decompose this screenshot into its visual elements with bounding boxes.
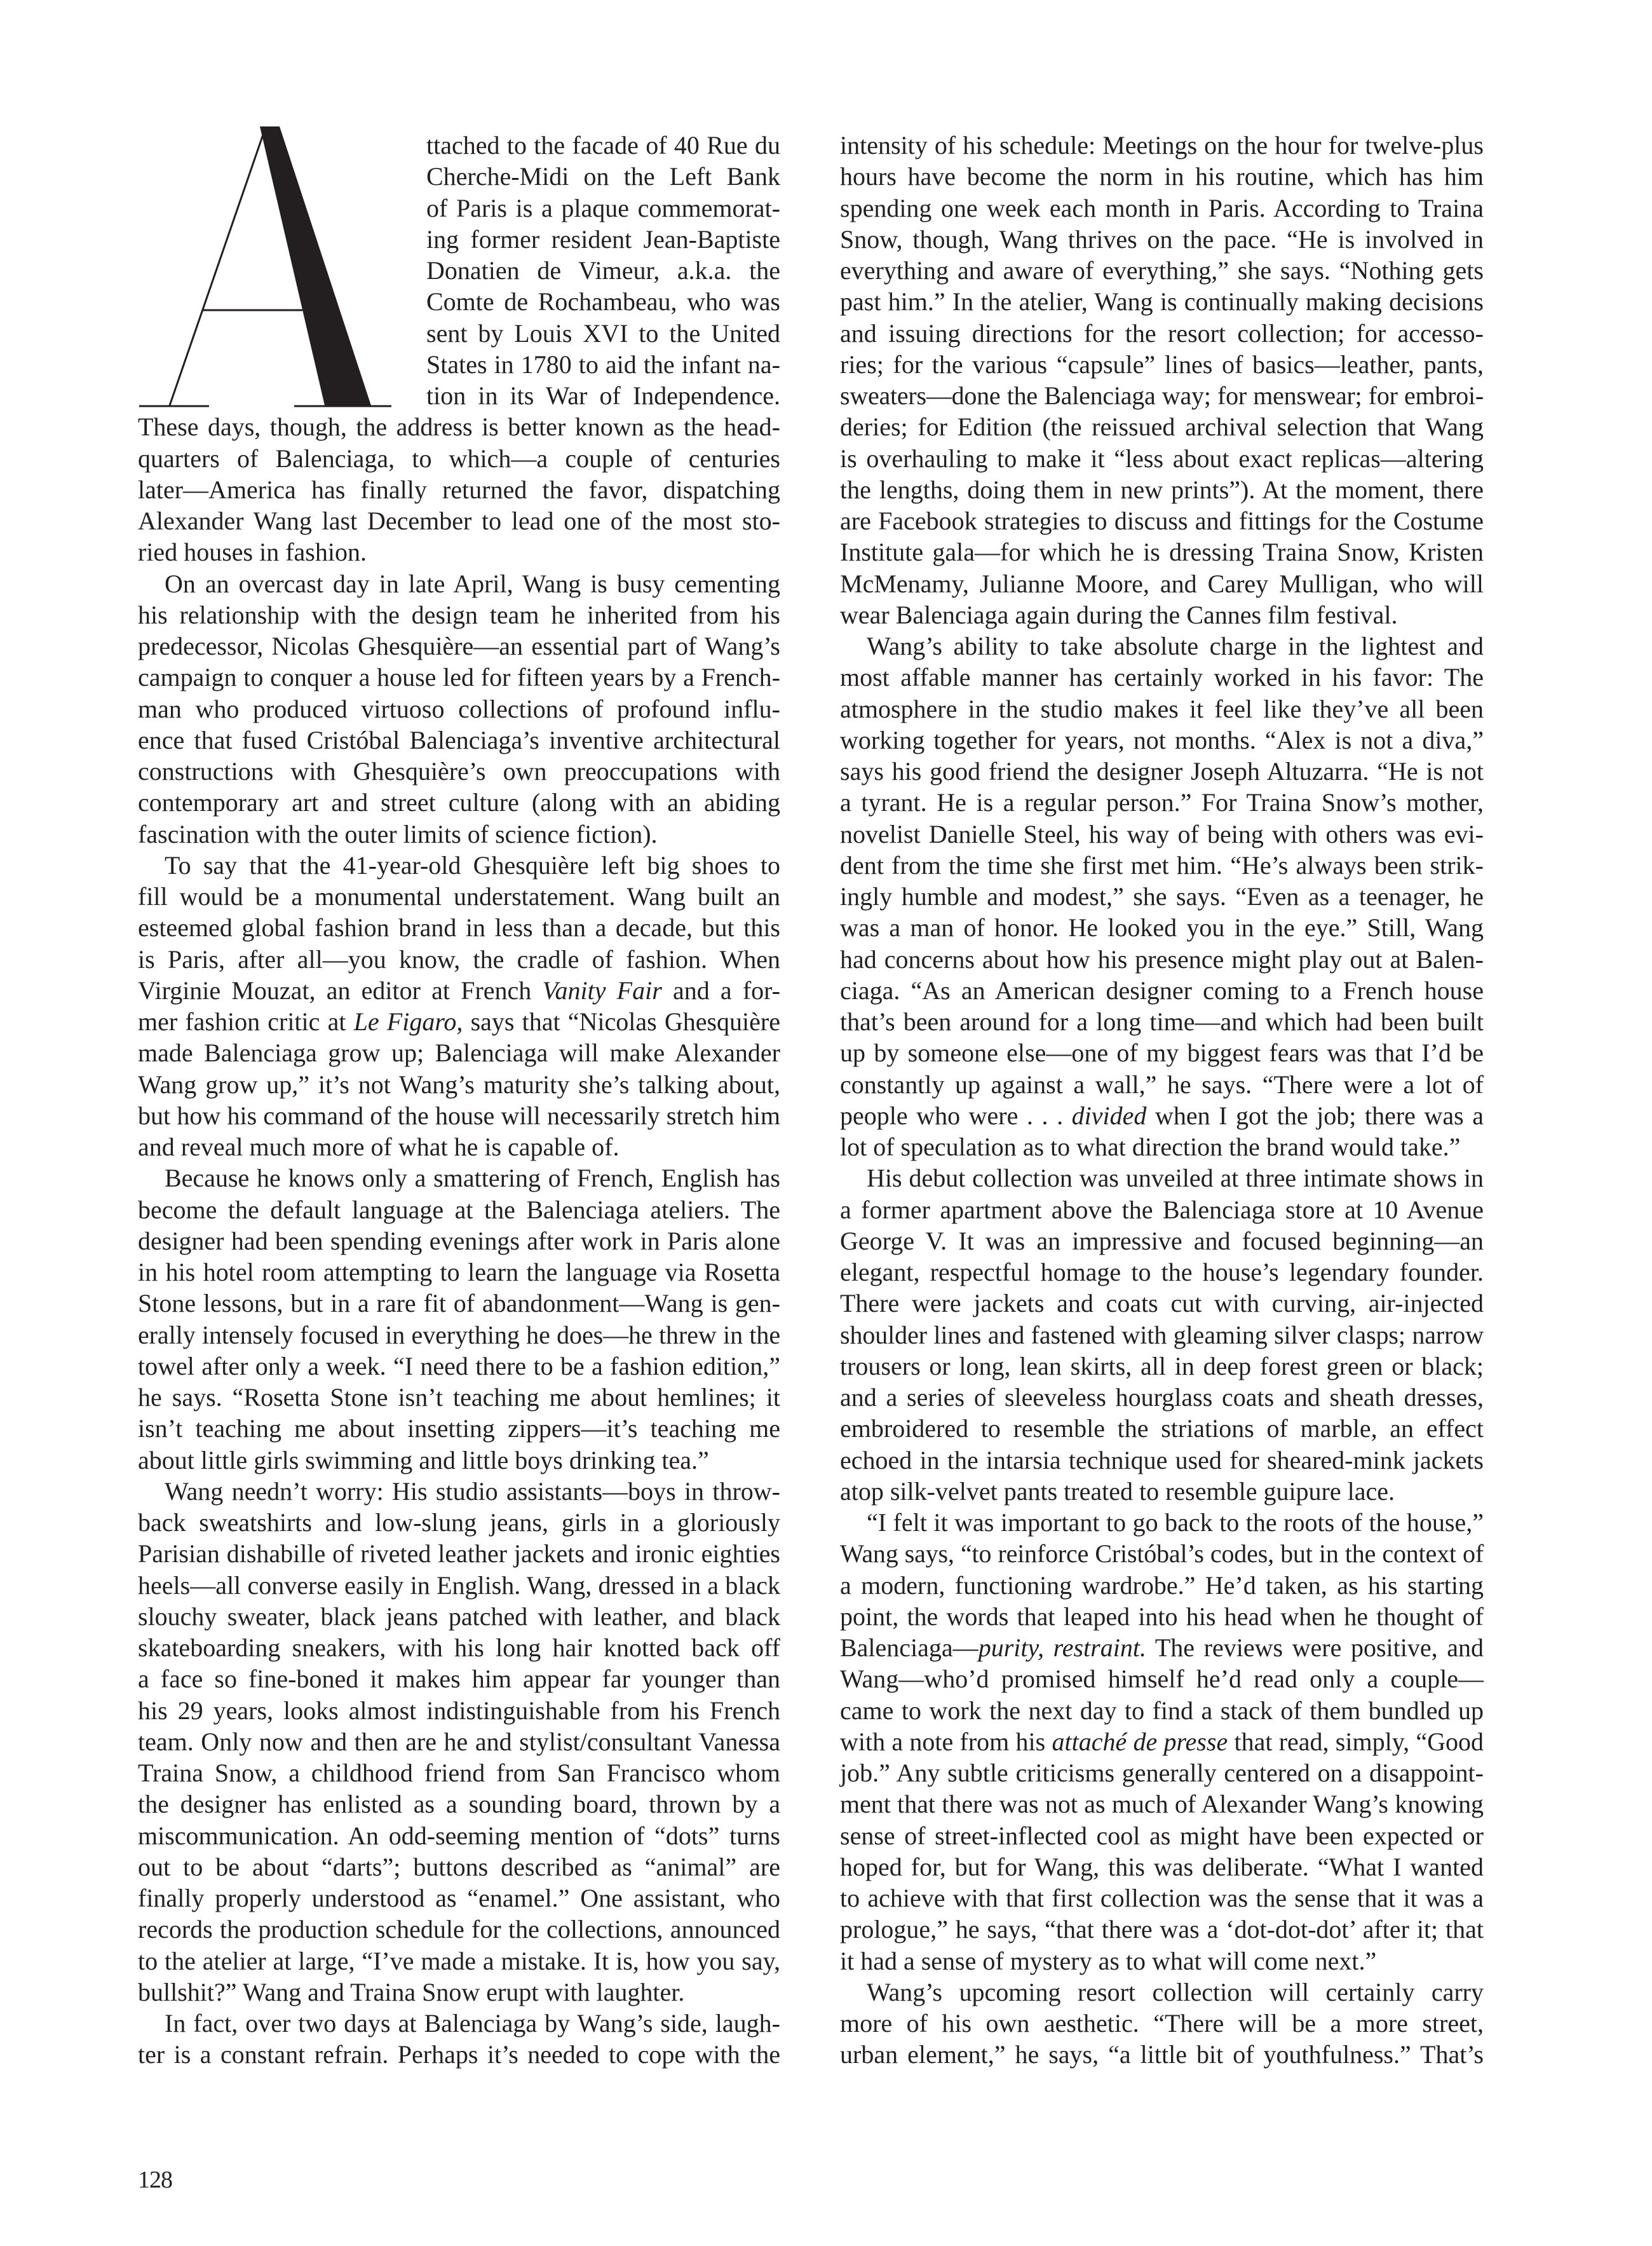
text-line: atmosphere in the studio makes it feel like they’ve all been [840, 694, 1484, 723]
text-line: prologue,” he says, “that there was a ‘dot-dot-dot’ after it; that [840, 1915, 1484, 1944]
text-line: later—America has finally returned the favor, dispatching [138, 475, 780, 504]
text-line: His debut collection was unveiled at three intimate shows in [867, 1164, 1484, 1193]
text-line: job.” Any subtle criticisms generally centered on a disappoint- [840, 1759, 1484, 1787]
text-line: isn’t teaching me about insetting zippers—it’s teaching me [138, 1414, 780, 1443]
article-paragraph [840, 1507, 1484, 1977]
text-line: On an overcast day in late April, Wang is busy cementing [165, 569, 780, 598]
text-line: that’s been around for a long time—and which had been built [840, 1007, 1484, 1036]
text-line: intensity of his schedule: Meetings on the hour for twelve-plus [840, 131, 1484, 160]
article-paragraph [138, 130, 780, 568]
text-line: are Facebook strategies to discuss and fittings for the Costume [840, 507, 1484, 535]
text-line: about little girls swimming and little boys drinking tea.” [138, 1445, 709, 1474]
text-segment: Balenciaga— [840, 1633, 978, 1662]
text-line: Cherche-Midi on the Left Bank [426, 162, 780, 191]
text-line: Institute gala—for which he is dressing Traina Snow, Kristen [840, 538, 1484, 567]
text-line: a tyrant. He is a regular person.” For Traina Snow’s mother, [840, 788, 1484, 817]
text-line: working together for years, not months. “Alex is not a diva,” [840, 725, 1484, 754]
text-line: bullshit?” Wang and Traina Snow erupt with laughter. [138, 1977, 685, 2006]
text-line: back sweatshirts and low-slung jeans, girls in a gloriously [138, 1508, 780, 1537]
text-line: a modern, functioning wardrobe.” He’d taken, as his starting [840, 1570, 1484, 1600]
text-line: made Balenciaga grow up; Balenciaga will make Alexander [138, 1038, 780, 1068]
text-line: trousers or long, lean skirts, all in deep forest green or black; [840, 1351, 1484, 1380]
italic-text: divided [1071, 1101, 1147, 1130]
text-line: but how his command of the house will necessarily stretch him [138, 1101, 780, 1130]
text-segment: that read, simply, “Good [1228, 1727, 1484, 1756]
text-line: States in 1780 to aid the infant na- [426, 350, 780, 379]
article-column-left [138, 130, 780, 2071]
text-line: heels—all converse easily in English. Wang, dressed in a black [138, 1570, 780, 1600]
text-line: dent from the time she first met him. “He’s always been strik- [840, 850, 1484, 880]
article-paragraph [138, 1476, 780, 2008]
text-line: novelist Danielle Steel, his way of being with others was evi- [840, 819, 1484, 848]
article-paragraph [840, 1977, 1484, 2071]
article-paragraph [840, 1162, 1484, 1507]
article-column-right [840, 130, 1484, 2071]
text-line: man who produced virtuoso collections of profound influ- [138, 694, 780, 723]
text-line: past him.” In the atelier, Wang is continually making decisions [840, 287, 1484, 316]
text-line: the lengths, doing them in new prints”). At the moment, there [840, 475, 1484, 504]
text-line: Parisian dishabille of riveted leather jackets and ironic eighties [138, 1539, 780, 1569]
text-line: constructions with Ghesquière’s own preoccupations with [138, 757, 780, 786]
text-line: urban element,” he says, “a little bit of youthfulness.” That’s [840, 2040, 1484, 2069]
text-line: Wang needn’t worry: His studio assistants—boys in throw- [165, 1476, 780, 1506]
article-paragraph [840, 630, 1484, 1162]
text-line: ment that there was not as much of Alexander Wang’s knowing [840, 1790, 1484, 1819]
text-line: and a series of sleeveless hourglass coats and sheath dresses, [840, 1383, 1484, 1412]
text-line: There were jackets and coats cut with curving, air-injected [840, 1289, 1484, 1318]
text-line: towel after only a week. “I need there to be a fashion edition,” [138, 1351, 780, 1380]
italic-text: purity, restraint. [978, 1633, 1146, 1662]
text-line: fill would be a monumental understatement. Wang built an [138, 882, 780, 911]
article-paragraph [138, 850, 780, 1163]
text-line: campaign to conquer a house led for fifteen years by a French- [138, 663, 780, 692]
text-line: came to work the next day to find a stack of them bundled up [840, 1696, 1484, 1725]
text-line: it had a sense of mystery as to what will come next.” [840, 1946, 1377, 1975]
text-line [138, 975, 780, 1006]
text-line: Wang—who’d promised himself he’d read only a couple— [840, 1664, 1484, 1694]
text-line: ries; for the various “capsule” lines of basics—leather, pants, [840, 350, 1484, 379]
text-line: ried houses in fashion. [138, 538, 367, 567]
text-line: and reveal much more of what he is capable of. [138, 1133, 620, 1161]
article-paragraph [138, 2008, 780, 2071]
text-line: sweaters—done the Balenciaga way; for menswear; for embroi- [840, 381, 1484, 410]
text-line: embroidered to resemble the striations of marble, an effect [840, 1414, 1484, 1443]
text-line: hoped for, but for Wang, this was deliberate. “What I wanted [840, 1852, 1484, 1881]
page-number: 128 [138, 2167, 172, 2193]
text-line: Wang grow up,” it’s not Wang’s maturity she’s talking about, [138, 1070, 780, 1099]
text-line: in his hotel room attempting to learn the language via Rosetta [138, 1258, 780, 1286]
text-line: is Paris, after all—you know, the cradle of fashion. When [138, 944, 780, 974]
text-line: his 29 years, looks almost indistinguishable from his French [138, 1696, 780, 1725]
text-line: he says. “Rosetta Stone isn’t teaching me about hemlines; it [138, 1383, 780, 1412]
text-line: lot of speculation as to what direction the brand would take.” [840, 1133, 1461, 1161]
text-line: Wang says, “to reinforce Cristóbal’s codes, but in the context of [840, 1539, 1484, 1569]
text-line: the designer has enlisted as a sounding board, thrown by a [138, 1790, 780, 1819]
text-line [138, 1006, 780, 1037]
italic-text: Le Figaro, [353, 1007, 463, 1036]
text-line: elegant, respectful homage to the house’s legendary founder. [840, 1258, 1484, 1286]
text-line: contemporary art and street culture (along with an abiding [138, 788, 780, 817]
text-line: erally intensely focused in everything he does—he threw in the [138, 1320, 780, 1349]
text-line: ing former resident Jean-Baptiste [426, 224, 780, 254]
text-line: says his good friend the designer Joseph Altuzarra. “He is not [840, 757, 1484, 786]
text-line: to achieve with that first collection was the sense that it was a [840, 1884, 1484, 1912]
text-line: constantly up against a wall,” he says. “There were a lot of [840, 1070, 1484, 1099]
text-line: up by someone else—one of my biggest fears was that I’d be [840, 1038, 1484, 1068]
text-line: Comte de Rochambeau, who was [426, 287, 780, 316]
text-line: to the atelier at large, “I’ve made a mistake. It is, how you say, [138, 1946, 780, 1975]
text-line [840, 1726, 1484, 1757]
text-line: ttached to the facade of 40 Rue du [426, 131, 780, 160]
text-line: a face so fine-boned it makes him appear far younger than [138, 1664, 780, 1694]
text-line: deries; for Edition (the reissued archival selection that Wang [840, 412, 1484, 442]
text-line: out to be about “darts”; buttons described as “animal” are [138, 1852, 780, 1881]
text-line: Because he knows only a smattering of French, English has [165, 1164, 780, 1193]
text-line: is overhauling to make it “less about exact replicas—altering [840, 444, 1484, 473]
text-segment: people who were . . . [840, 1101, 1072, 1130]
text-line: fascination with the outer limits of science fiction). [138, 819, 658, 848]
text-line: team. Only now and then are he and stylist/consultant Vanessa [138, 1727, 780, 1756]
text-line: tion in its War of Independence. [426, 381, 780, 410]
text-line: McMenamy, Julianne Moore, and Carey Mulligan, who will [840, 569, 1484, 598]
text-line: hours have become the norm in his routine, which has him [840, 162, 1484, 191]
text-line: ence that fused Cristóbal Balenciaga’s inventive architectural [138, 725, 780, 754]
text-line: a former apartment above the Balenciaga store at 10 Avenue [840, 1195, 1484, 1224]
text-segment: with a note from his [840, 1727, 1052, 1756]
text-line: Snow, though, Wang thrives on the pace. “He is involved in [840, 224, 1484, 254]
text-line: his relationship with the design team he inherited from his [138, 600, 780, 629]
text-line: esteemed global fashion brand in less than a decade, but this [138, 913, 780, 943]
text-line: To say that the 41-year-old Ghesquière left big shoes to [165, 850, 780, 880]
text-line: more of his own aesthetic. “There will be a more street, [840, 2009, 1484, 2038]
text-line: In fact, over two days at Balenciaga by Wang’s side, laugh- [165, 2009, 780, 2038]
text-line: everything and aware of everything,” she says. “Nothing gets [840, 256, 1484, 285]
text-line: echoed in the intarsia technique used for sheared-mink jackets [840, 1445, 1484, 1474]
italic-text: Vanity Fair [542, 976, 662, 1005]
text-line: atop silk-velvet pants treated to resemble guipure lace. [840, 1476, 1395, 1506]
text-line [840, 1100, 1484, 1131]
text-line: George V. It was an impressive and focused beginning—an [840, 1226, 1484, 1255]
text-segment: Virginie Mouzat, an editor at French [138, 976, 543, 1005]
text-segment: mer fashion critic at [138, 1007, 354, 1036]
text-line: These days, though, the address is better known as the head- [138, 412, 780, 442]
text-line: designer had been spending evenings after work in Paris alone [138, 1226, 780, 1255]
text-line: point, the words that leaped into his head when he thought of [840, 1602, 1484, 1631]
article-paragraph [138, 1162, 780, 1476]
text-line: slouchy sweater, black jeans patched with leather, and black [138, 1602, 780, 1631]
text-line: ter is a constant refrain. Perhaps it’s needed to cope with the [138, 2040, 780, 2069]
text-line: Alexander Wang last December to lead one of the most sto- [138, 507, 780, 535]
text-line: Stone lessons, but in a rare fit of abandonment—Wang is gen- [138, 1289, 780, 1318]
text-line: predecessor, Nicolas Ghesquière—an essential part of Wang’s [138, 632, 780, 660]
text-segment: The reviews were positive, and [1146, 1633, 1484, 1662]
text-line [840, 1632, 1484, 1663]
text-segment: and a for- [661, 976, 780, 1005]
text-line: sense of street-inflected cool as might have been expected or [840, 1821, 1484, 1850]
text-line: Traina Snow, a childhood friend from San Francisco whom [138, 1759, 780, 1787]
text-line: miscommunication. An odd-seeming mention of “dots” turns [138, 1821, 780, 1850]
text-line: finally properly understood as “enamel.” One assistant, who [138, 1884, 780, 1912]
text-line: shoulder lines and fastened with gleaming silver clasps; narrow [840, 1320, 1484, 1349]
text-line: “I felt it was important to go back to the roots of the house,” [867, 1508, 1484, 1537]
text-line: Wang’s ability to take absolute charge in the lightest and [867, 632, 1484, 660]
text-line: ingly humble and modest,” she says. “Even as a teenager, he [840, 882, 1484, 911]
text-line: ciaga. “As an American designer coming to a French house [840, 976, 1484, 1005]
text-line: had concerns about how his presence might play out at Balen- [840, 944, 1484, 974]
text-line: become the default language at the Balenciaga ateliers. The [138, 1195, 780, 1224]
italic-text: attaché de presse [1052, 1727, 1228, 1756]
text-line: Donatien de Vimeur, a.k.a. the [426, 256, 780, 285]
text-line: most affable manner has certainly worked in his favor: The [840, 663, 1484, 692]
text-segment: says that “Nicolas Ghesquière [463, 1007, 780, 1036]
text-line: quarters of Balenciaga, to which—a couple of centuries [138, 444, 780, 473]
text-line: sent by Louis XVI to the United [426, 318, 780, 348]
article-paragraph [840, 130, 1484, 630]
text-line: spending one week each month in Paris. According to Traina [840, 193, 1484, 222]
article-paragraph [138, 568, 780, 850]
text-line: was a man of honor. He looked you in the eye.” Still, Wang [840, 913, 1484, 943]
text-segment: when I got the job; there was a [1146, 1101, 1484, 1130]
text-line: Wang’s upcoming resort collection will certainly carry [867, 1977, 1484, 2006]
text-line: and issuing directions for the resort collection; for accesso- [840, 318, 1484, 348]
text-line: records the production schedule for the collections, announced [138, 1915, 780, 1944]
text-line: skateboarding sneakers, with his long hair knotted back off [138, 1633, 780, 1662]
text-line: wear Balenciaga again during the Cannes film festival. [840, 600, 1398, 629]
text-line: of Paris is a plaque commemorat- [426, 193, 780, 222]
